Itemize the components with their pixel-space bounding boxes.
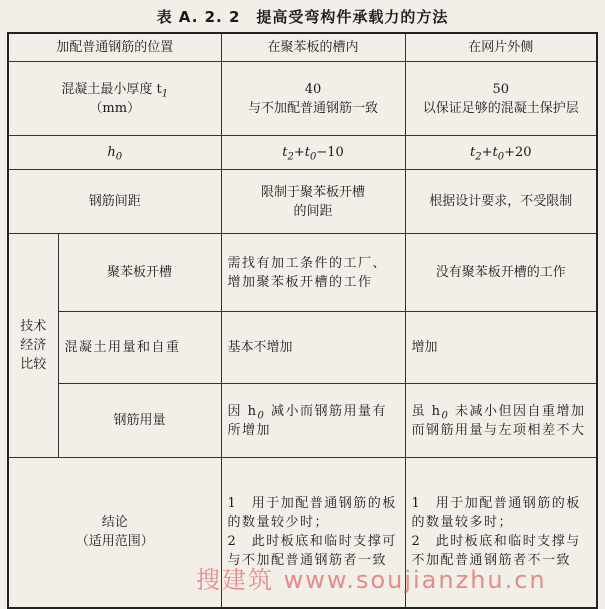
concrete-col3: 增加 [405, 312, 597, 384]
h0-label [8, 136, 221, 170]
steel-col2-sub: 0 [257, 410, 266, 422]
h0-col2-a-sub: 2 [287, 151, 294, 163]
header-col1: 加配普通钢筋的位置 [8, 33, 221, 62]
row-h0 [8, 136, 597, 170]
row-slot [8, 234, 597, 312]
conclusion-col3 [405, 458, 597, 608]
thickness-col3-note: 以保证足够的混凝土保护层 [422, 100, 579, 116]
steel-label: 钢筋用量 [58, 384, 221, 458]
thickness-col2-note: 与不加配普通钢筋一致 [248, 100, 379, 116]
row-conclusion [8, 458, 597, 608]
conclusion-col3-p2: 2 此时板底和临时支撑与不加配普通钢筋者不一致 [411, 534, 581, 569]
slot-label: 聚苯板开槽 [58, 234, 221, 312]
group-label-2: 经济 [20, 338, 47, 353]
steel-col2-a: 因 h [227, 403, 258, 419]
spacing-label: 钢筋间距 [8, 170, 221, 234]
conclusion-col2-p1: 1 用于加配普通钢筋的板的数量较少时； [227, 496, 397, 531]
thickness-label-line1: 混凝土最小厚度 t [61, 81, 162, 97]
steel-col3-b: 未减小但因自重增加而钢筋用量与左项相差不大 [411, 403, 586, 438]
group-label-3: 比较 [20, 357, 47, 372]
concrete-label: 混凝土用量和自重 [58, 312, 221, 384]
h0-col3 [405, 136, 597, 170]
h0-col3-c: +20 [504, 145, 532, 160]
spacing-col3: 根据设计要求，不受限制 [405, 170, 597, 234]
row-thickness [8, 62, 597, 136]
group-label-1: 技术 [20, 319, 47, 334]
steel-col3-sub: 0 [441, 410, 450, 422]
spacing-col2-line1: 限制于聚苯板开槽 [261, 184, 366, 200]
h0-col3-b: +t [481, 145, 498, 160]
slot-col2: 需找有加工条件的工厂、增加聚苯板开槽的工作 [221, 234, 405, 312]
h0-col2 [221, 136, 405, 170]
steel-col2 [221, 384, 405, 458]
header-col2: 在聚苯板的槽内 [221, 33, 405, 62]
spacing-col2-line2: 的间距 [293, 203, 333, 219]
thickness-col3 [405, 62, 597, 136]
conclusion-label [8, 458, 221, 608]
steel-col2-b: 减小而钢筋用量有所增加 [227, 403, 388, 438]
comparison-table [7, 32, 598, 609]
h0-col3-a: t [469, 145, 476, 160]
thickness-col2-value: 40 [304, 81, 322, 97]
concrete-col2: 基本不增加 [221, 312, 405, 384]
thickness-col3-value: 50 [492, 81, 510, 97]
header-row [8, 33, 597, 62]
conclusion-label-line2: （适用范围） [75, 534, 154, 550]
thickness-label-sub: 1 [161, 88, 169, 100]
conclusion-col2-p2: 2 此时板底和临时支撑可与不加配普通钢筋者一致 [227, 534, 397, 569]
conclusion-label-line1: 结论 [101, 515, 128, 531]
header-col3: 在网片外侧 [405, 33, 597, 62]
h0-col2-a: t [282, 145, 288, 160]
h0-col2-c: −10 [316, 145, 344, 160]
row-concrete [8, 312, 597, 384]
slot-col3: 没有聚苯板开槽的工作 [405, 234, 597, 312]
h0-col2-b-sub: 0 [309, 151, 317, 163]
h0-label-text: h [107, 145, 116, 160]
thickness-label-unit: （mm） [89, 100, 141, 116]
tech-econ-group-label [8, 234, 58, 458]
steel-col3-a: 虽 h [411, 403, 442, 419]
row-spacing [8, 170, 597, 234]
steel-col3 [405, 384, 597, 458]
spacing-col2 [221, 170, 405, 234]
thickness-label [8, 62, 221, 136]
site-watermark: 搜建筑 www.soujianzhu.cn [196, 566, 547, 594]
h0-col3-a-sub: 2 [475, 151, 482, 163]
h0-col3-b-sub: 0 [497, 151, 505, 163]
table-title: 表 A. 2. 2 提高受弯构件承载力的方法 [156, 8, 449, 26]
h0-label-sub: 0 [115, 151, 123, 163]
h0-col2-b: +t [293, 145, 310, 160]
conclusion-col2 [221, 458, 405, 608]
thickness-col2 [221, 62, 405, 136]
row-steel [8, 384, 597, 458]
conclusion-col3-p1: 1 用于加配普通钢筋的板的数量较多时； [411, 496, 581, 531]
